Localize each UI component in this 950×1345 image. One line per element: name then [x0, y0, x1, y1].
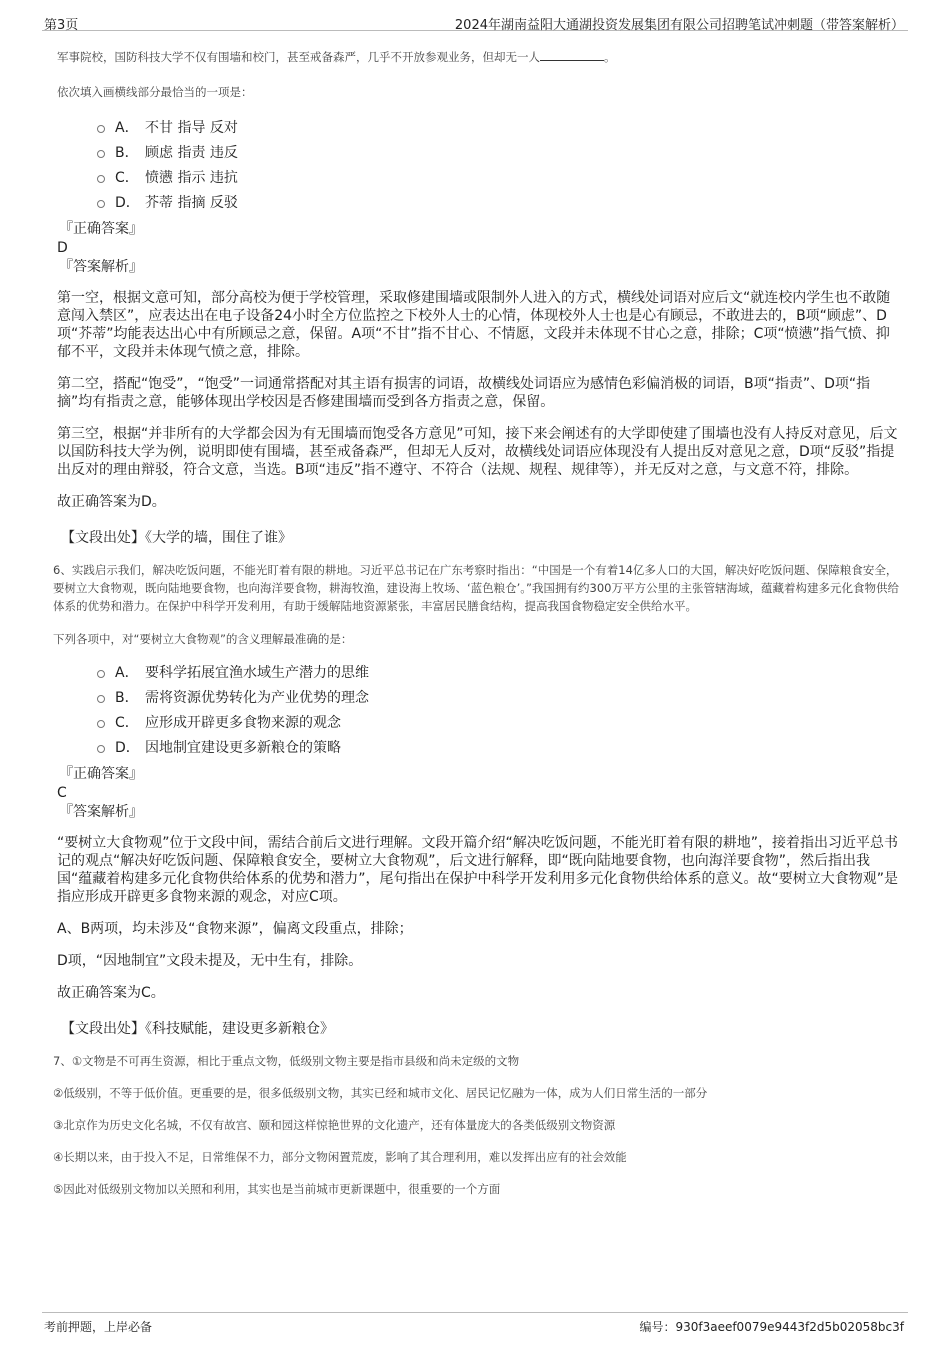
- correct-answer: C: [57, 785, 67, 801]
- analysis-label: 『答案解析』: [59, 804, 143, 820]
- option-a[interactable]: [97, 659, 899, 684]
- option-text: 不甘 指导 反对: [145, 119, 238, 136]
- option-d[interactable]: [97, 189, 899, 214]
- question-5-text-end: 。: [604, 50, 616, 64]
- footer-slogan: 考前押题，上岸必备: [44, 1320, 153, 1334]
- question-7-sentence: 7、①文物是不可再生资源，相比于重点文物，低级别文物主要是指市县级和尚未定级的文物: [53, 1054, 520, 1068]
- analysis-paragraph: 第一空，根据文意可知，部分高校为便于学校管理，采取修建围墙或限制外人进入的方式，横线处词语对应后文“就连校内学生也不敢随意闯入禁区”，应表达出在电子设备24小时全方位监控之下校外人士的心情，体现校外人士也是心有顾忌，不敢进去的，B项“顾虑”、D项“芥蒂”均能表达出心中有所顾忌之意，保留。A项“不甘”指不甘心、不情愿，文段并未体现不甘心之意，排除；C项“愤懑”指气愤、抑郁不平，文段并未体现气愤之意，排除。: [57, 290, 891, 360]
- option-letter: D．: [115, 739, 140, 756]
- page-header: [42, 8, 908, 31]
- passage-source: 【文段出处】《大学的墙，围住了谁》: [61, 530, 292, 546]
- page-content: [53, 44, 899, 1198]
- radio-icon[interactable]: [97, 125, 105, 133]
- option-a[interactable]: [97, 114, 899, 139]
- radio-icon[interactable]: [97, 175, 105, 183]
- question-6-options: [97, 659, 899, 759]
- option-text: 需将资源优势转化为产业优势的理念: [145, 689, 369, 706]
- analysis-conclusion: 故正确答案为C。: [57, 985, 165, 1001]
- radio-icon[interactable]: [97, 670, 105, 678]
- radio-icon[interactable]: [97, 200, 105, 208]
- question-7-sentence: ⑤因此对低级别文物加以关照和利用，其实也是当前城市更新课题中，很重要的一个方面: [53, 1182, 501, 1196]
- option-letter: C．: [115, 169, 139, 186]
- question-7-sentence: ②低级别，不等于低价值。更重要的是，很多低级别文物，其实已经和城市文化、居民记忆融为一体，成为人们日常生活的一部分: [53, 1086, 708, 1100]
- option-b[interactable]: [97, 139, 899, 164]
- question-6-prompt: 下列各项中，对“要树立大食物观”的含义理解最准确的是：: [53, 632, 353, 646]
- correct-answer: D: [57, 240, 68, 256]
- option-letter: B．: [115, 144, 139, 161]
- question-5-prompt: 依次填入画横线部分最恰当的一项是：: [57, 85, 253, 99]
- option-text: 芥蒂 指摘 反驳: [145, 194, 238, 211]
- analysis-paragraph: D项，“因地制宜”文段未提及，无中生有，排除。: [57, 953, 363, 969]
- option-text: 应形成开辟更多食物来源的观念: [145, 714, 341, 731]
- option-text: 因地制宜建设更多新粮仓的策略: [145, 739, 341, 756]
- question-5-options: [97, 114, 899, 214]
- question-6-text: 6、实践启示我们，解决吃饭问题，不能光盯着有限的耕地。习近平总书记在广东考察时指出：“中国是一个有着14亿多人口的大国，解决好吃饭问题、保障粮食安全，要树立大食物观，既向陆地要食物，也向海洋要食物，耕海牧渔，建设海上牧场、‘蓝色粮仓’。”我国拥有约300万平方公里的主张管辖海域，蕴藏着构建多元化食物供给体系的优势和潜力。在保护中科学开发利用，有助于缓解陆地资源紧张，丰富居民膳食结构，提高我国食物稳定安全供给水平。: [53, 563, 899, 613]
- analysis-paragraph: 第二空，搭配“饱受”，“饱受”一词通常搭配对其主语有损害的词语，故横线处词语应为感情色彩偏消极的词语，B项“指责”、D项“指摘”均有指责之意，能够体现出学校因是否修建围墙而受到各方指责之意，保留。: [57, 376, 871, 410]
- option-letter: D．: [115, 194, 140, 211]
- option-text: 要科学拓展宜渔水域生产潜力的思维: [145, 664, 369, 681]
- option-c[interactable]: [97, 709, 899, 734]
- analysis-paragraph: “要树立大食物观”位于文段中间，需结合前后文进行理解。文段开篇介绍“解决吃饭问题，不能光盯着有限的耕地”，接着指出习近平总书记的观点“解决好吃饭问题、保障粮食安全，要树立大食物观”，后文进行解释，即“既向陆地要食物，也向海洋要食物”，然后指出我国“蕴藏着构建多元化食物供给体系的优势和潜力”，尾句指出在保护中科学开发利用多元化食物供给体系的意义。故“要树立大食物观”是指应形成开辟更多食物来源的观念，对应C项。: [57, 835, 899, 905]
- analysis-label: 『答案解析』: [59, 259, 143, 275]
- document-title: 2024年湖南益阳大通湖投资发展集团有限公司招聘笔试冲刺题（带答案解析）: [454, 18, 904, 33]
- analysis-conclusion: 故正确答案为D。: [57, 494, 166, 510]
- question-5-text: [57, 48, 899, 66]
- option-c[interactable]: [97, 164, 899, 189]
- passage-source: 【文段出处】《科技赋能，建设更多新粮仓》: [61, 1021, 334, 1037]
- analysis-paragraph: 第三空，根据“并非所有的大学都会因为有无围墙而饱受各方意见”可知，接下来会阐述有的大学即使建了围墙也没有人持反对意见，后文以国防科技大学为例，说明即使有围墙，甚至戒备森严，但却无人反对，故横线处词语应体现没有人提出反对意见之意，D项“反驳”指提出反对的理由辩驳，符合文意，当选。B项“违反”指不遵守、不符合（法规、规程、规律等），并无反对之意，与文意不符，排除。: [57, 426, 898, 478]
- option-b[interactable]: [97, 684, 899, 709]
- option-text: 愤懑 指示 违抗: [145, 169, 238, 186]
- option-letter: B．: [115, 689, 139, 706]
- question-7-sentence: ③北京作为历史文化名城，不仅有故宫、颐和园这样惊艳世界的文化遗产，还有体量庞大的各类低级别文物资源: [53, 1118, 616, 1132]
- option-text: 顾虑 指责 违反: [145, 144, 238, 161]
- document-code: 编号：930f3aeef0079e9443f2d5b02058bc3f: [639, 1320, 904, 1334]
- correct-answer-label: 『正确答案』: [59, 221, 143, 237]
- option-letter: A．: [115, 119, 139, 136]
- analysis-paragraph: A、B两项，均未涉及“食物来源”，偏离文段重点，排除；: [57, 921, 413, 937]
- option-letter: A．: [115, 664, 139, 681]
- option-d[interactable]: [97, 734, 899, 759]
- question-7-sentence: ④长期以来，由于投入不足，日常维保不力，部分文物闲置荒废，影响了其合理利用，难以发挥出应有的社会效能: [53, 1150, 627, 1164]
- question-5-text-tail: 军事院校，国防科技大学不仅有围墙和校门，甚至戒备森严，几乎不开放参观业务，但却无一人: [57, 50, 540, 64]
- option-letter: C．: [115, 714, 139, 731]
- radio-icon[interactable]: [97, 720, 105, 728]
- page-footer: [42, 1312, 908, 1343]
- radio-icon[interactable]: [97, 745, 105, 753]
- correct-answer-label: 『正确答案』: [59, 766, 143, 782]
- radio-icon[interactable]: [97, 695, 105, 703]
- fill-blank: [540, 49, 604, 61]
- page-number: 第3页: [44, 18, 79, 33]
- radio-icon[interactable]: [97, 150, 105, 158]
